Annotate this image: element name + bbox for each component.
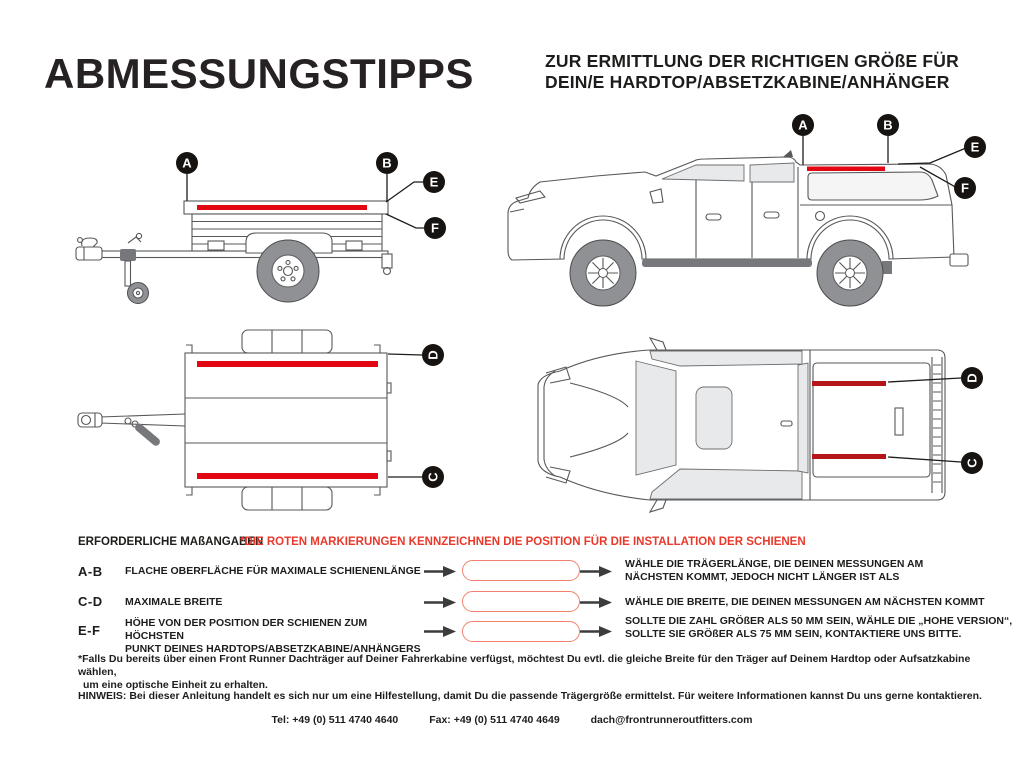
red-markings-note: *DIE ROTEN MARKIERUNGEN KENNZEICHNEN DIE POSITION FÜR DIE INSTALLATION DER SCHIENEN xyxy=(240,536,806,548)
svg-text:C: C xyxy=(964,458,980,468)
contact-footer xyxy=(0,714,1024,726)
svg-text:B: B xyxy=(883,117,893,133)
svg-text:C: C xyxy=(425,472,441,482)
marker-b xyxy=(376,152,398,174)
marker-d xyxy=(422,344,444,366)
measurement-input-cd[interactable] xyxy=(462,591,580,612)
trailer-drawbar-top-view xyxy=(78,413,185,447)
marker-c xyxy=(961,452,983,474)
asterisk-footnote: *Falls Du bereits über einen Front Runner Dachträger auf Deiner Fahrerkabine verfügst, möchtest Du evtl. die gleiche Breite für den Träger auf Deinem Hardtop oder Aufsatzkabine wählen, um eine optische Einheit zu erhalten. xyxy=(78,653,971,691)
marker-c xyxy=(422,466,444,488)
marker-f xyxy=(424,217,446,239)
row-cd-instruction: WÄHLE DIE BREITE, DIE DEINEN MESSUNGEN AM NÄCHSTEN KOMMT xyxy=(625,596,985,608)
truck-side-view-diagram xyxy=(500,110,1000,325)
svg-text:F: F xyxy=(431,220,439,236)
arrow-right-icon xyxy=(580,626,612,637)
row-ab-instruction: WÄHLE DIE TRÄGERLÄNGE, DIE DEINEN MESSUNGEN AM NÄCHSTEN KOMMT, JEDOCH NICHT LÄNGER IST ALS xyxy=(625,558,924,583)
marker-d xyxy=(961,367,983,389)
row-cd-code: C-D xyxy=(78,594,103,609)
svg-text:A: A xyxy=(798,117,808,133)
marker-b xyxy=(877,114,899,136)
marker-e xyxy=(964,136,986,158)
row-cd-label: MAXIMALE BREITE xyxy=(125,596,223,608)
marker-f xyxy=(954,177,976,199)
row-ef-code: E-F xyxy=(78,623,101,638)
row-ef-instruction: SOLLTE DIE ZAHL GRÖßER ALS 50 MM SEIN, WÄHLE DIE „HOHE VERSION“, SOLLTE SIE GRÖßER ALS 75 MM SEIN, KONTAKTIERE UNS BITTE. xyxy=(625,615,1013,640)
svg-text:E: E xyxy=(429,174,439,190)
svg-text:D: D xyxy=(964,373,980,383)
trailer-jockey-wheel xyxy=(120,233,149,303)
truck-rear-wheel xyxy=(817,240,883,306)
trailer-bed-top-view xyxy=(185,353,387,487)
trailer-rear-support xyxy=(382,254,392,275)
rail-marker-stripe xyxy=(197,205,367,210)
marker-a xyxy=(792,114,814,136)
arrow-right-icon xyxy=(580,597,612,608)
marker-e xyxy=(423,171,445,193)
trailer-wheel xyxy=(257,240,319,302)
rail-marker-stripe xyxy=(197,473,378,479)
trailer-side-view-diagram xyxy=(40,130,470,325)
rail-marker-stripe xyxy=(812,381,886,386)
rail-marker-stripe xyxy=(197,361,378,367)
hinweis-note: HINWEIS: Bei dieser Anleitung handelt es sich nur um eine Hilfestellung, damit Du die passende Trägergröße ermittelst. Für weitere Informationen kannst Du uns gerne kontaktieren. xyxy=(78,690,982,702)
svg-text:E: E xyxy=(970,139,980,155)
svg-text:B: B xyxy=(382,155,392,171)
measurement-input-ab[interactable] xyxy=(462,560,580,581)
rail-marker-stripe xyxy=(807,167,885,172)
required-measurements-heading: ERFORDERLICHE MAßANGABEN xyxy=(78,536,264,548)
page-title: ABMESSUNGSTIPPS xyxy=(44,50,474,97)
truck-top-view-diagram xyxy=(500,335,1000,530)
arrow-right-icon xyxy=(424,597,456,608)
marker-a xyxy=(176,152,198,174)
email-address: dach@frontrunneroutfitters.com xyxy=(590,714,753,726)
arrow-right-icon xyxy=(424,626,456,637)
row-ef-label: HÖHE VON DER POSITION DER SCHIENEN ZUM HÖCHSTEN PUNKT DEINES HARDTOPS/ABSETZKABINE/ANHÄNGERS xyxy=(125,617,421,655)
row-ab-label: FLACHE OBERFLÄCHE FÜR MAXIMALE SCHIENENLÄNGE xyxy=(125,565,421,577)
fax-number: Fax: +49 (0) 511 4740 4649 xyxy=(429,714,560,726)
truck-front-wheel xyxy=(570,240,636,306)
phone-number: Tel: +49 (0) 511 4740 4640 xyxy=(271,714,399,726)
trailer-frame xyxy=(98,251,388,258)
arrow-right-icon xyxy=(580,566,612,577)
trailer-coupler xyxy=(76,238,102,260)
svg-text:D: D xyxy=(425,350,441,360)
svg-text:A: A xyxy=(182,155,192,171)
arrow-right-icon xyxy=(424,566,456,577)
rail-marker-stripe xyxy=(812,454,886,459)
measurement-input-ef[interactable] xyxy=(462,621,580,642)
subtitle-line-1: ZUR ERMITTLUNG DER RICHTIGEN GRÖßE FÜR xyxy=(545,51,959,71)
subtitle-line-2: DEIN/E HARDTOP/ABSETZKABINE/ANHÄNGER xyxy=(545,72,950,92)
trailer-top-view-diagram xyxy=(40,325,470,525)
row-ab-code: A-B xyxy=(78,564,103,579)
svg-text:F: F xyxy=(961,180,969,196)
page-subtitle xyxy=(545,51,959,93)
